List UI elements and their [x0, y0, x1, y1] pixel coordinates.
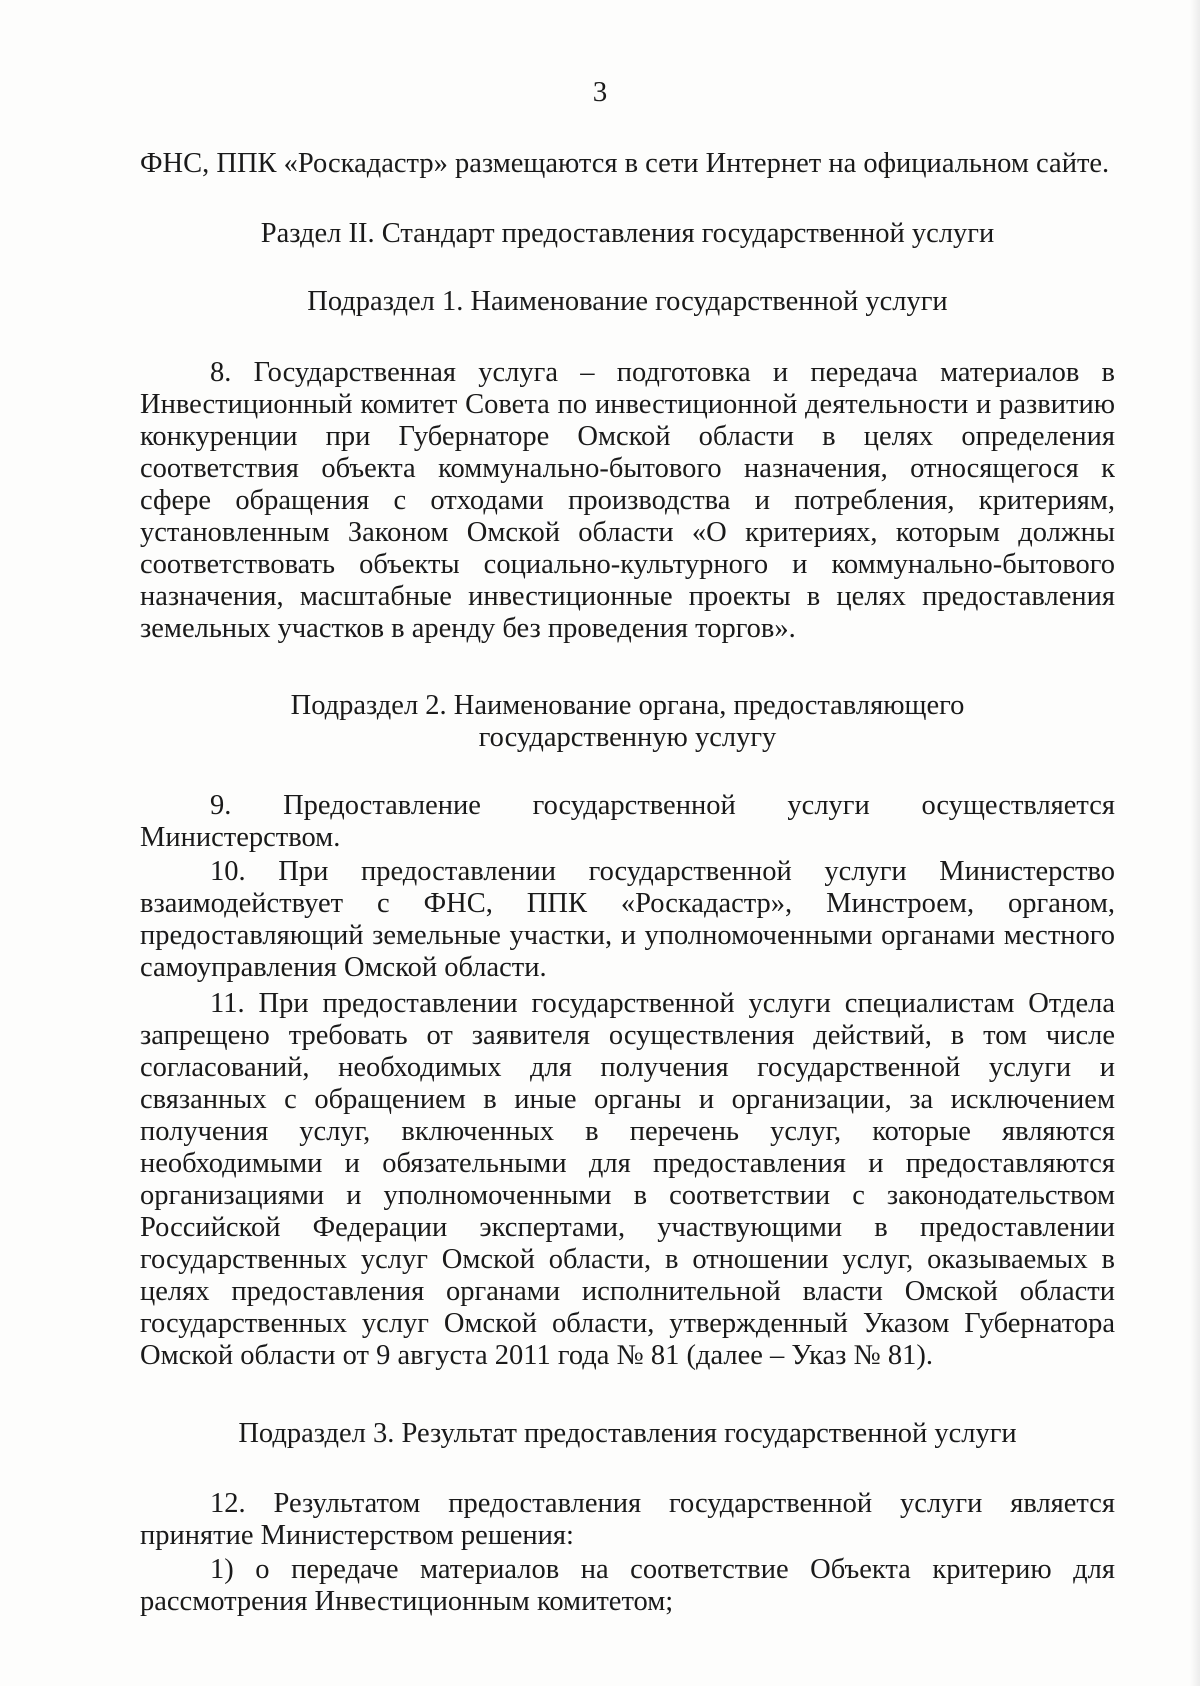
paragraph-9: 9. Предоставление государственной услуги осуществляется Министерством.	[140, 790, 1115, 853]
subsection-1-title: Подраздел 1. Наименование государственной услуги	[307, 286, 948, 317]
subsection-2-title-line-2: государственную услугу	[478, 722, 777, 753]
paragraph-10: 10. При предоставлении государственной услуги Министерство взаимодействует с ФНС, ППК «Роскадастр», Минстроем, органом, предоставляющий земельные участки, и уполномоченными органами местного самоуправления Омской области.	[140, 856, 1115, 983]
page-edge-shadow	[1190, 0, 1200, 1686]
paragraph-11: 11. При предоставлении государственной услуги специалистам Отдела запрещено требовать от заявителя осуществления действий, в том числе согласований, необходимых для получения государственной услуги и связанных с обращением в иные органы и организации, за исключением получения услуг, включенных в перечень услуг, которые являются необходимыми и обязательными для предоставления и предоставляются организациями и уполномоченными в соответствии с законодательством Российской Федерации экспертами, участвующими в предоставлении государственных услуг Омской области, в отношении услуг, оказываемых в целях предоставления органами исполнительной власти Омской области государственных услуг Омской области, утвержденный Указом Губернатора Омской области от 9 августа 2011 года № 81 (далее – Указ № 81).	[140, 988, 1115, 1371]
continuation-paragraph: ФНС, ППК «Роскадастр» размещаются в сети Интернет на официальном сайте.	[140, 148, 1110, 179]
paragraph-12: 12. Результатом предоставления государственной услуги является принятие Министерством решения:	[140, 1488, 1115, 1551]
subsection-2-title-line-1: Подраздел 2. Наименование органа, предоставляющего	[290, 690, 965, 721]
paragraph-12-item-1: 1) о передаче материалов на соответствие Объекта критерию для рассмотрения Инвестиционным комитетом;	[140, 1554, 1115, 1617]
subsection-3-title: Подраздел 3. Результат предоставления государственной услуги	[238, 1418, 1017, 1449]
page-number: 3	[592, 76, 608, 108]
paragraph-8: 8. Государственная услуга – подготовка и передача материалов в Инвестиционный комитет Совета по инвестиционной деятельности и развитию конкуренции при Губернаторе Омской области в целях определения соответствия объекта коммунально-бытового назначения, относящегося к сфере обращения с отходами производства и потребления, критериям, установленным Законом Омской области «О критериях, которым должны соответствовать объекты социально-культурного и коммунально-бытового назначения, масштабные инвестиционные проекты в целях предоставления земельных участков в аренду без проведения торгов».	[140, 357, 1115, 644]
section-title: Раздел II. Стандарт предоставления государственной услуги	[260, 218, 995, 249]
